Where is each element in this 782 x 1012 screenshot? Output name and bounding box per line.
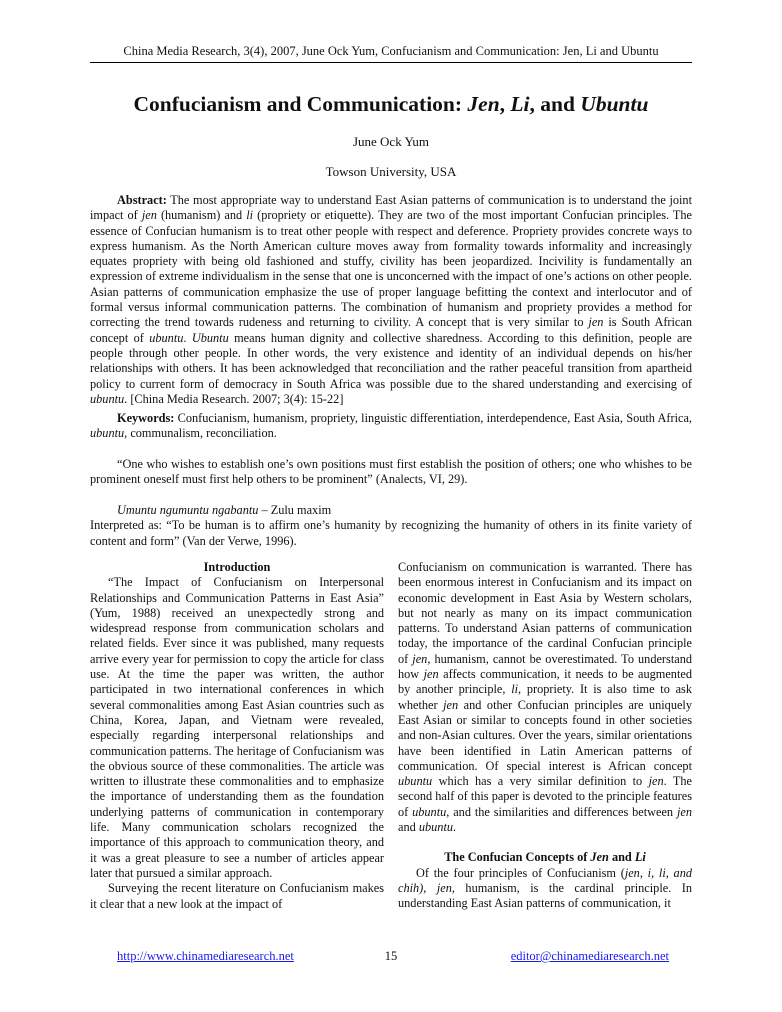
title-text: Confucianism and Communication:	[133, 92, 468, 116]
abstract-label: Abstract:	[117, 193, 167, 207]
editor-email-link[interactable]: editor@chinamediaresearch.net	[510, 949, 669, 963]
body-text: , humanism, cannot be overestimated. To understand how	[398, 651, 692, 682]
body-text: which has a very similar definition to	[432, 774, 649, 789]
title-sep: ,	[499, 92, 511, 116]
heading-text: The Confucian Concepts of	[444, 850, 591, 865]
title-jen: Jen	[467, 92, 500, 116]
body-text: affects communication, it needs to be augmented by another principle,	[398, 667, 692, 697]
journal-website-link[interactable]: http://www.chinamediaresearch.net	[117, 949, 294, 963]
term-jen: jen	[423, 667, 439, 682]
body-text: and other Confucian principles are uniquely East Asian or similar to concepts found in other societies and non-Asian cultures. Over the years, similar orientations have been identified in Latin American patterns of communication. Of special interest is African concept	[398, 697, 692, 773]
body-text: , and the similarities and differences between	[446, 804, 677, 819]
concepts-paragraph	[398, 866, 692, 912]
title-ubuntu: Ubuntu	[580, 92, 649, 116]
intro-paragraph-continued	[398, 560, 692, 835]
body-text: and	[398, 820, 419, 835]
header-rule	[90, 62, 692, 63]
heading-jen: Jen	[590, 850, 609, 865]
abstract-text: means human dignity and collective sharedness. According to this definition, people are people through other people. In other words, the very existence and identity of an individual depends on his/her relationships with others. It has been acknowledged that reconciliation and the rather peaceful transition from apartheid policy to current form of democracy in South Africa was possible due to the shared understanding and exercising of	[90, 330, 692, 391]
keywords	[90, 411, 692, 442]
term-jen: jen	[648, 774, 664, 789]
term-ubuntu: ubuntu	[418, 820, 454, 835]
body-text: Confucianism on communication is warranted. There has been enormous interest in Confucianism and its impact on economic development in East Asia by Western scholars, but not nearly as many on its impact communication patterns. To understand Asian patterns of communication today, the importance of the cardinal Confucian principle of	[398, 560, 692, 666]
abstract	[90, 193, 692, 407]
term-jen: jen	[588, 315, 604, 330]
introduction-heading: Introduction	[203, 560, 271, 574]
principles-list: jen, i, li, and chih)	[398, 865, 693, 895]
abstract-text: (humanism) and	[156, 208, 247, 223]
keywords-text: Confucianism, humanism, propriety, linguistic differentiation, interdependence, East Asia, South Africa,	[174, 411, 692, 425]
term-jen: jen	[436, 880, 452, 895]
term-li: li	[511, 682, 519, 697]
title-li: Li	[510, 92, 530, 116]
right-column	[398, 560, 692, 912]
keywords-label: Keywords:	[117, 411, 175, 425]
term-ubuntu: ubuntu	[412, 804, 447, 819]
maxim-interpretation	[90, 518, 692, 549]
heading-li: Li	[634, 850, 646, 865]
running-header: China Media Research, 3(4), 2007, June Ock Yum, Confucianism and Communication: Jen, Li and Ubuntu	[123, 44, 659, 58]
maxim-interpretation-text: Interpreted as: “To be human is to affirm one’s humanity by recognizing the humanity of others in its finite variety of content and form” (Van der Verwe, 1996).	[90, 518, 692, 548]
term-jen: jen	[676, 804, 692, 819]
abstract-text: (propriety or etiquette). They are two of the most important Confucian principles. The essence of Confucian humanism is to treat other people with respect and deference. Propriety provides concrete ways to express humanism. As the North American culture moves away from formality towards informality and increasingly equates propriety with being old fashioned and stuffy, civility has been jeopardized. Incivility is fundamentally an expression of extreme individualism in the sense that one is unconcerned with the impact of one’s actions on other people. Asian patterns of communication emphasize the use of proper language befitting the context and interlocutor and of formal versus informal communication patterns. The combination of humanism and propriety provides a method for correcting the trend towards rudeness and returning to civility. A concept that is very similar to	[90, 208, 693, 330]
term-ubuntu: ubuntu	[90, 391, 125, 406]
heading-text: and	[608, 850, 635, 865]
term-ubuntu: Ubuntu	[191, 330, 229, 345]
body-text: Of the four principles of Confucianism (	[416, 865, 625, 880]
abstract-text: The most appropriate way to understand East Asian patterns of communication is to understand the joint impact of	[90, 193, 692, 223]
term-ubuntu: ubuntu	[149, 330, 184, 345]
term-jen: jen	[412, 651, 428, 666]
intro-paragraph: Surveying the recent literature on Confucianism makes it clear that a new look at the impact of	[90, 881, 384, 911]
body-text: .	[453, 820, 457, 835]
zulu-maxim-line	[90, 503, 692, 518]
abstract-text: is South African concept of	[90, 315, 692, 345]
body-text: . The second half of this paper is devoted to the principle features of	[398, 774, 692, 819]
abstract-text: .	[183, 330, 192, 345]
author-name: June Ock Yum	[352, 134, 430, 149]
left-column	[90, 560, 384, 912]
zulu-maxim: Umuntu ngumuntu ngabantu	[117, 503, 259, 517]
maxim-attribution: – Zulu maxim	[258, 503, 332, 517]
confucian-concepts-heading	[398, 850, 692, 865]
paper-title	[90, 92, 692, 117]
abstract-text: . [China Media Research. 2007; 3(4): 15-22]	[124, 391, 344, 406]
epigraph-analects: “One who wishes to establish one’s own positions must first establish the position of others; one who whishes to be prominent oneself must first help others to be prominent” (Analects, VI, 29).	[90, 457, 692, 487]
body-text: ,	[423, 880, 437, 895]
page-footer	[90, 949, 692, 965]
page-number: 15	[384, 949, 398, 963]
epigraph-zulu	[90, 503, 692, 549]
intro-paragraph: “The Impact of Confucianism on Interpersonal Relationships and Communication Patterns in East Asia” (Yum, 1988) received an unexpectedly strong and widespread response from communication scholars and related fields. Ever since it was published, many requests arrive every year for permission to copy the article for class use. At the time the paper was written, the author participated in two international conferences in which several commonalities among East Asian countries such as China, Korea, Japan, and Vietnam were revealed, especially regarding interpersonal relationships and communication patterns. The heritage of Confucianism was the obvious source of these commonalities. The article was written to illustrate these commonalities and to emphasize the importance of understanding them as the foundation underlying patterns of communication in contemporary life. Many communication scholars recognized the importance of this approach to communication theory, and it was a great pleasure to see a number of articles appear later that pursued a similar approach.	[90, 575, 384, 880]
keywords-text: , communalism, reconciliation.	[124, 426, 277, 441]
term-ubuntu: ubuntu	[90, 426, 125, 441]
term-jen: jen	[443, 697, 459, 712]
term-li: li	[246, 208, 254, 223]
title-sep: , and	[529, 92, 581, 116]
body-text: , humanism, is the cardinal principle. In understanding East Asian patterns of communication, it	[398, 880, 692, 911]
term-ubuntu: ubuntu	[398, 774, 433, 789]
term-jen: jen	[141, 208, 157, 223]
author-affiliation: Towson University, USA	[325, 164, 457, 179]
body-text: , propriety. It is also time to ask whether	[398, 682, 692, 712]
